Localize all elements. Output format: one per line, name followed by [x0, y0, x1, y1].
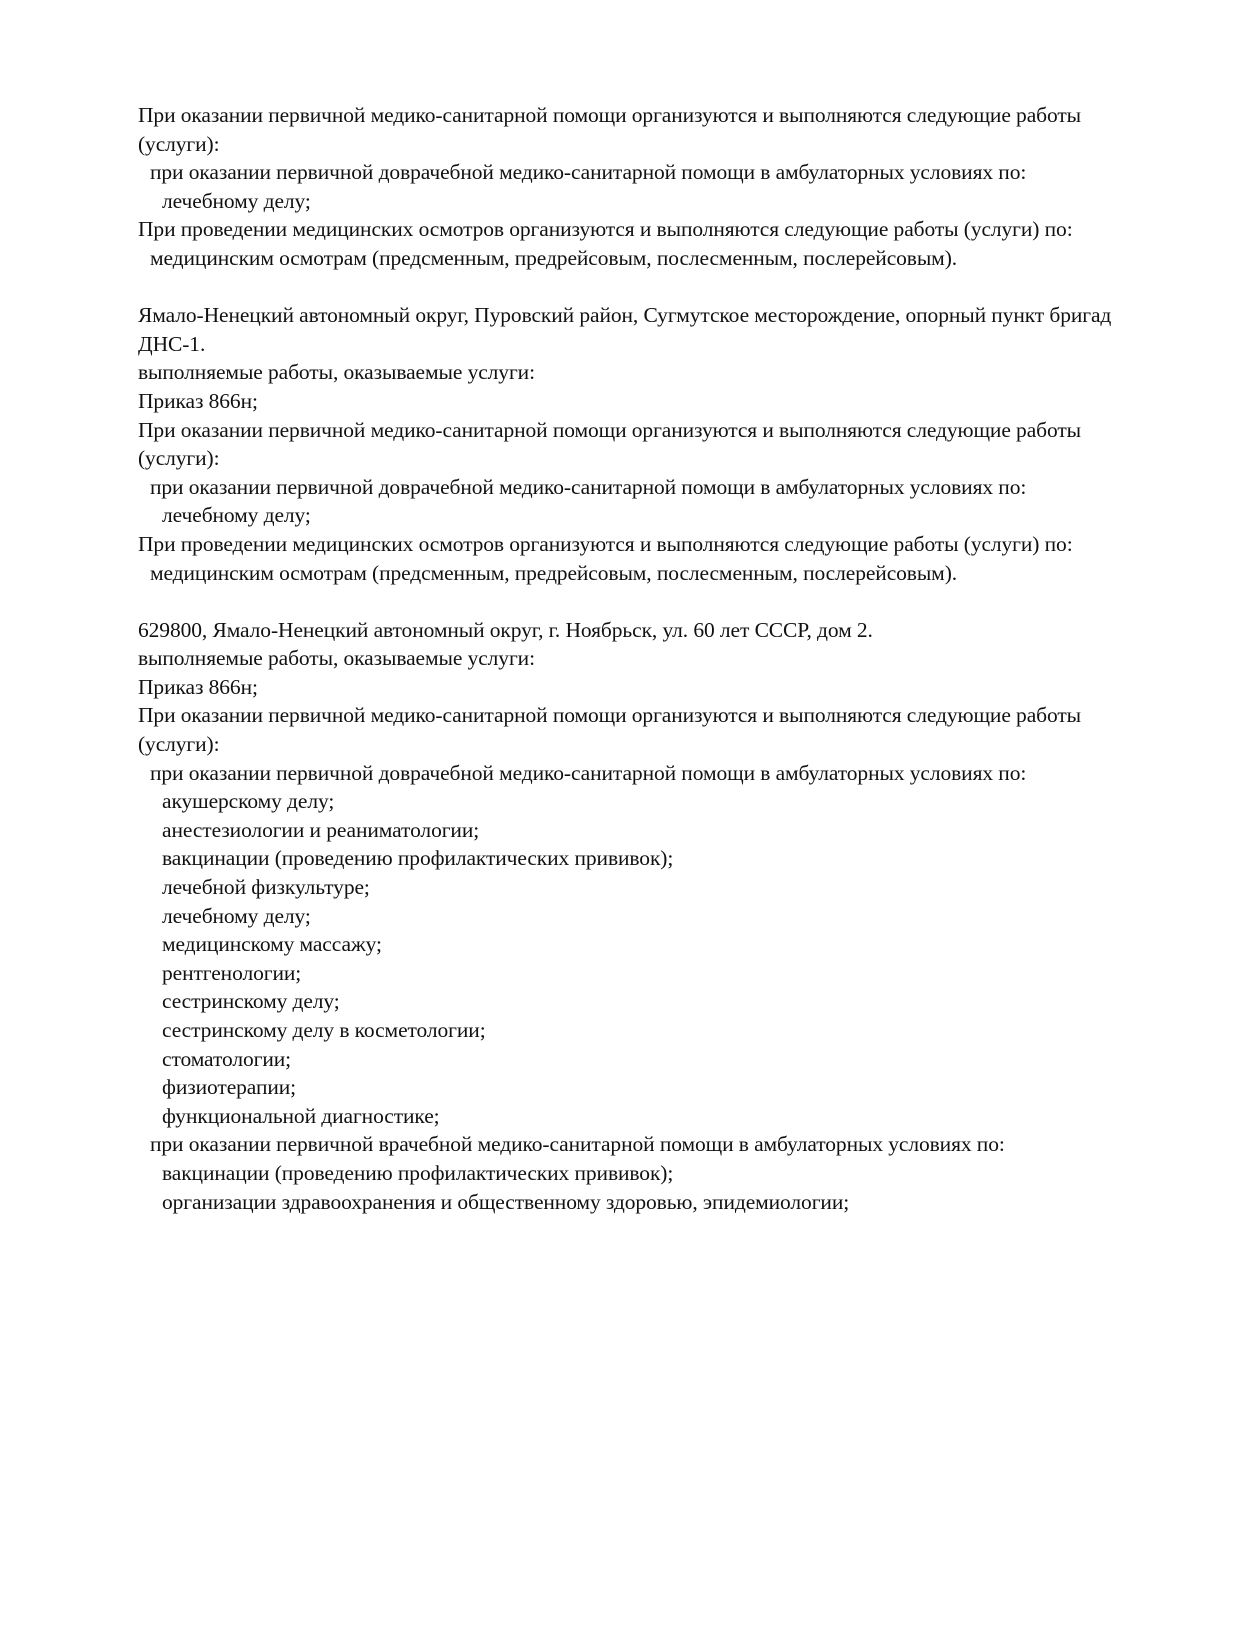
document-page	[138, 101, 1118, 1216]
paragraph-line: выполняемые работы, оказываемые услуги:	[138, 646, 535, 671]
list-item: акушерскому делу;	[162, 789, 335, 814]
section-spacer	[138, 273, 1118, 302]
list-item: анестезиологии и реаниматологии;	[162, 817, 480, 842]
list-item: сестринскому делу в косметологии;	[162, 1018, 486, 1042]
subheading-line: при оказании первичной доврачебной медико-санитарной помощи в амбулаторных условиях по:	[150, 474, 1027, 499]
list-item: сестринскому делу;	[162, 989, 340, 1014]
list-item: медицинскому массажу;	[162, 932, 382, 957]
paragraph-line: При оказании первичной медико-санитарной помощи организуются и выполняются следующие работы (услуги):	[138, 103, 1087, 156]
paragraph-line: При оказании первичной медико-санитарной помощи организуются и выполняются следующие работы (услуги):	[138, 417, 1087, 471]
list-item: организации здравоохранения и общественному здоровью, эпидемиологии;	[162, 1189, 850, 1214]
list-item: функциональной диагностике;	[162, 1103, 440, 1128]
list-item: вакцинации (проведению профилактических прививок);	[162, 846, 674, 871]
section-spacer	[138, 587, 1118, 616]
paragraph-line: Приказ 866н;	[138, 388, 258, 413]
list-item: вакцинации (проведению профилактических прививок);	[162, 1160, 674, 1185]
list-item: лечебному делу;	[162, 503, 311, 528]
paragraph-line: 629800, Ямало-Ненецкий автономный округ, г. Ноябрьск, ул. 60 лет СССР, дом 2.	[138, 617, 873, 642]
document-section	[138, 616, 1118, 1216]
list-item: лечебному делу;	[162, 188, 311, 213]
document-section	[138, 301, 1118, 587]
paragraph-line: Приказ 866н;	[138, 674, 258, 699]
paragraph-line: Ямало-Ненецкий автономный округ, Пуровский район, Сугмутское месторождение, опорный пункт бригад ДНС-1.	[138, 303, 1117, 356]
paragraph-line: При проведении медицинских осмотров организуются и выполняются следующие работы (услуги) по:	[138, 217, 1073, 242]
list-item: лечебному делу;	[162, 903, 311, 928]
subheading-line: медицинским осмотрам (предсменным, предрейсовым, послесменным, послерейсовым).	[150, 560, 958, 585]
paragraph-line: При проведении медицинских осмотров организуются и выполняются следующие работы (услуги) по:	[138, 531, 1073, 556]
paragraph-line: выполняемые работы, оказываемые услуги:	[138, 360, 535, 385]
list-item: физиотерапии;	[162, 1075, 297, 1100]
subheading-line: при оказании первичной доврачебной медико-санитарной помощи в амбулаторных условиях по:	[150, 160, 1027, 185]
list-item: лечебной физкультуре;	[162, 875, 370, 900]
document-section	[138, 101, 1118, 273]
subheading-line: медицинским осмотрам (предсменным, предрейсовым, послесменным, послерейсовым).	[150, 245, 958, 270]
list-item: стоматологии;	[162, 1046, 292, 1071]
paragraph-line: При оказании первичной медико-санитарной помощи организуются и выполняются следующие работы (услуги):	[138, 703, 1087, 757]
list-item: рентгенологии;	[162, 960, 302, 985]
subheading-line: при оказании первичной доврачебной медико-санитарной помощи в амбулаторных условиях по:	[150, 760, 1027, 785]
subheading-line: при оказании первичной врачебной медико-санитарной помощи в амбулаторных условиях по:	[150, 1132, 1005, 1157]
